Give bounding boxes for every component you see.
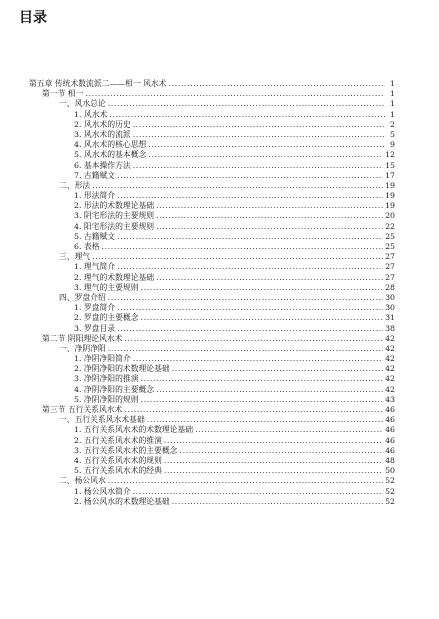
toc-entry-page-number: 1	[390, 89, 395, 99]
toc-entry-page-number: 46	[385, 445, 395, 455]
toc-entry[interactable]	[0, 273, 439, 283]
toc-entry[interactable]	[0, 374, 439, 384]
toc-entry-page-number: 27	[385, 262, 395, 272]
toc-entry-label: 5. 五行关系风水术的经典	[74, 466, 162, 476]
toc-entry-page-number: 19	[385, 180, 395, 190]
dot-leader	[109, 110, 385, 120]
toc-entry[interactable]	[0, 446, 439, 456]
toc-entry-label: 第二节 阴阳理论风水术	[42, 333, 123, 343]
toc-entry-label: 4. 阳宅形法的主要规则	[74, 221, 155, 231]
toc-entry[interactable]	[0, 303, 439, 313]
toc-entry-label: 4. 风水术的核心思想	[74, 140, 147, 150]
dot-leader	[108, 476, 383, 486]
toc-entry-page-number: 28	[385, 282, 395, 292]
toc-entry[interactable]	[0, 150, 439, 160]
dot-leader	[141, 374, 384, 384]
toc-entry[interactable]	[0, 99, 439, 109]
dot-leader	[124, 405, 383, 415]
dot-leader	[133, 161, 383, 171]
toc-entry[interactable]	[0, 466, 439, 476]
toc-entry[interactable]	[0, 313, 439, 323]
toc-entry-label: 2. 形法的术数理论基础	[74, 201, 155, 211]
dot-leader	[117, 191, 383, 201]
toc-entry[interactable]	[0, 456, 439, 466]
dot-leader	[156, 201, 383, 211]
toc-entry-page-number: 2	[390, 119, 395, 129]
toc-entry-page-number: 42	[385, 384, 395, 394]
toc-entry-page-number: 48	[385, 455, 395, 465]
toc-entry-page-number: 46	[385, 415, 395, 425]
toc-entry-page-number: 52	[385, 496, 395, 506]
dot-leader	[117, 232, 383, 242]
toc-entry[interactable]	[0, 161, 439, 171]
toc-entry-label: 7. 古籍赋文	[74, 170, 116, 180]
toc-entry-label: 一、风水总论	[59, 99, 106, 109]
toc-entry[interactable]	[0, 324, 439, 334]
toc-entry-page-number: 30	[385, 292, 395, 302]
toc-entry-page-number: 46	[385, 425, 395, 435]
toc-entry[interactable]	[0, 395, 439, 405]
toc-entry-label: 2. 理气的术数理论基础	[74, 272, 155, 282]
dot-leader	[108, 344, 383, 354]
toc-entry-page-number: 25	[385, 242, 395, 251]
toc-entry[interactable]	[0, 89, 439, 99]
toc-entry-label: 2. 风水术的历史	[74, 119, 131, 129]
dot-leader	[141, 313, 384, 323]
toc-entry[interactable]	[0, 415, 439, 425]
dot-leader	[117, 262, 383, 272]
toc-entry[interactable]	[0, 130, 439, 140]
toc-entry-label: 2. 罗盘的主要概念	[74, 313, 139, 323]
toc-entry-page-number: 17	[385, 170, 395, 180]
toc-entry-label: 3. 净阴净阳的推演	[74, 374, 139, 384]
toc-entry-label: 1. 风水术	[74, 109, 108, 119]
toc-entry-page-number: 19	[385, 191, 395, 201]
toc-entry-page-number: 46	[385, 405, 395, 414]
dot-leader	[133, 354, 383, 364]
toc-entry-label: 6. 表格	[74, 242, 100, 251]
dot-leader	[133, 120, 385, 130]
toc-entry-page-number: 50	[385, 466, 395, 476]
dot-leader	[141, 395, 384, 405]
dot-leader	[147, 415, 383, 425]
toc-entry[interactable]	[0, 283, 439, 293]
dot-leader	[133, 130, 385, 140]
dot-leader	[172, 364, 383, 374]
toc-entry-page-number: 27	[385, 252, 395, 262]
toc-entry-page-number: 52	[385, 486, 395, 496]
toc-entry-page-number: 42	[385, 374, 395, 384]
toc-entry[interactable]	[0, 436, 439, 446]
dot-leader	[92, 181, 383, 191]
toc-entry-label: 5. 风水术的基本概念	[74, 150, 147, 160]
toc-entry-label: 2. 五行关系风水术的推演	[74, 435, 162, 445]
toc-entry[interactable]	[0, 201, 439, 211]
toc-entry-label: 3. 风水术的流派	[74, 129, 131, 139]
dot-leader	[102, 242, 384, 252]
toc-entry-page-number: 1	[390, 109, 395, 119]
toc-entry[interactable]	[0, 364, 439, 374]
dot-leader	[156, 385, 383, 395]
toc-entry[interactable]	[0, 262, 439, 272]
toc-entry[interactable]	[0, 120, 439, 130]
toc-entry-label: 4. 五行关系风水术的规则	[74, 455, 162, 465]
toc-entry-page-number: 30	[385, 303, 395, 313]
dot-leader	[156, 222, 383, 232]
toc-entry-label: 1. 杨公风水简介	[74, 486, 131, 496]
toc-entry-page-number: 52	[385, 476, 395, 486]
toc-entry[interactable]	[0, 487, 439, 497]
dot-leader	[133, 487, 383, 497]
toc-entry[interactable]	[0, 110, 439, 120]
toc-entry-label: 第一节 相一	[42, 89, 84, 99]
toc-entry-label: 1. 净阴净阳简介	[74, 354, 131, 364]
toc-entry-label: 3. 理气的主要规则	[74, 282, 139, 292]
toc-entry[interactable]	[0, 252, 439, 262]
toc-entry[interactable]	[0, 181, 439, 191]
toc-entry-label: 2. 杨公风水的术数理论基础	[74, 496, 170, 506]
toc-entry-page-number: 38	[385, 323, 395, 333]
toc-entry-page-number: 42	[385, 343, 395, 353]
dot-leader	[164, 436, 383, 446]
toc-entry-label: 一、五行关系风水术基础	[59, 415, 145, 425]
toc-entry-page-number: 42	[385, 354, 395, 364]
toc-entry[interactable]	[0, 334, 439, 344]
dot-leader	[117, 324, 383, 334]
toc-entry-page-number: 25	[385, 231, 395, 241]
dot-leader	[195, 425, 383, 435]
toc-entry[interactable]	[0, 405, 439, 415]
toc-entry[interactable]	[0, 293, 439, 303]
toc-entry[interactable]	[0, 232, 439, 242]
toc-entry-label: 4. 净阴净阳的主要概念	[74, 384, 155, 394]
toc-entry-page-number: 15	[385, 160, 395, 170]
toc-entry-label: 四、罗盘介绍	[59, 292, 106, 302]
toc-entry-label: 3. 阴宅形法的主要规则	[74, 211, 155, 221]
toc-entry-page-number: 19	[385, 201, 395, 211]
dot-leader	[169, 79, 385, 89]
dot-leader	[148, 140, 385, 150]
toc-entry[interactable]	[0, 354, 439, 364]
toc-entry[interactable]	[0, 171, 439, 181]
toc-entry[interactable]	[0, 222, 439, 232]
dot-leader	[92, 252, 383, 262]
toc-entry-label: 5. 净阴净阳的规则	[74, 394, 139, 404]
dot-leader	[156, 273, 383, 283]
toc-entry-page-number: 31	[385, 313, 395, 323]
toc-entry-page-number: 27	[385, 272, 395, 282]
toc-entry[interactable]	[0, 344, 439, 354]
toc-entry-label: 5. 古籍赋文	[74, 231, 116, 241]
toc-entry[interactable]	[0, 191, 439, 201]
toc-entry[interactable]	[0, 497, 439, 507]
toc-entry[interactable]	[0, 476, 439, 486]
toc-entry-page-number: 5	[390, 129, 395, 139]
dot-leader	[179, 446, 383, 456]
toc-entry-label: 三、理气	[59, 252, 91, 262]
dot-leader	[141, 283, 384, 293]
toc-entry-page-number: 12	[385, 150, 395, 160]
dot-leader	[172, 497, 383, 507]
toc-entry-page-number: 43	[385, 394, 395, 404]
dot-leader	[108, 99, 385, 109]
toc-entry[interactable]	[0, 425, 439, 435]
toc-list	[0, 79, 439, 507]
toc-entry-page-number: 42	[385, 333, 395, 343]
toc-entry-label: 1. 形法简介	[74, 191, 116, 201]
toc-title: 目录	[19, 10, 47, 26]
toc-entry-label: 2. 净阴净阳的术数理论基础	[74, 364, 170, 374]
toc-entry-label: 3. 罗盘目录	[74, 323, 116, 333]
toc-entry[interactable]	[0, 242, 439, 252]
dot-leader	[117, 303, 383, 313]
toc-entry[interactable]	[0, 211, 439, 221]
toc-entry-page-number: 20	[385, 211, 395, 221]
toc-entry-page-number: 22	[385, 221, 395, 231]
toc-entry-label: 第五章 传统术数流派二——相一 风水术	[29, 79, 167, 88]
toc-entry[interactable]	[0, 385, 439, 395]
dot-leader	[164, 466, 383, 476]
toc-entry-page-number: 46	[385, 435, 395, 445]
toc-entry-label: 第三节 五行关系风水术	[42, 405, 123, 414]
dot-leader	[85, 89, 385, 99]
toc-entry-label: 1. 五行关系风水术的术数理论基础	[74, 425, 194, 435]
toc-entry-label: 6. 基本操作方法	[74, 160, 131, 170]
toc-entry-page-number: 42	[385, 364, 395, 374]
toc-entry-page-number: 1	[390, 99, 395, 109]
dot-leader	[148, 150, 383, 160]
dot-leader	[156, 211, 383, 221]
dot-leader	[117, 171, 383, 181]
toc-entry-page-number: 1	[390, 79, 395, 88]
toc-entry-label: 二、形法	[59, 180, 91, 190]
toc-entry[interactable]	[0, 79, 439, 89]
toc-entry-label: 3. 五行关系风水术的主要概念	[74, 445, 178, 455]
toc-entry[interactable]	[0, 140, 439, 150]
toc-entry-page-number: 9	[390, 140, 395, 150]
toc-entry-label: 1. 理气简介	[74, 262, 116, 272]
dot-leader	[124, 334, 383, 344]
toc-entry-label: 二、杨公风水	[59, 476, 106, 486]
dot-leader	[108, 293, 383, 303]
toc-entry-label: 1. 罗盘简介	[74, 303, 116, 313]
dot-leader	[164, 456, 383, 466]
toc-entry-label: 一、净阴净阳	[59, 343, 106, 353]
